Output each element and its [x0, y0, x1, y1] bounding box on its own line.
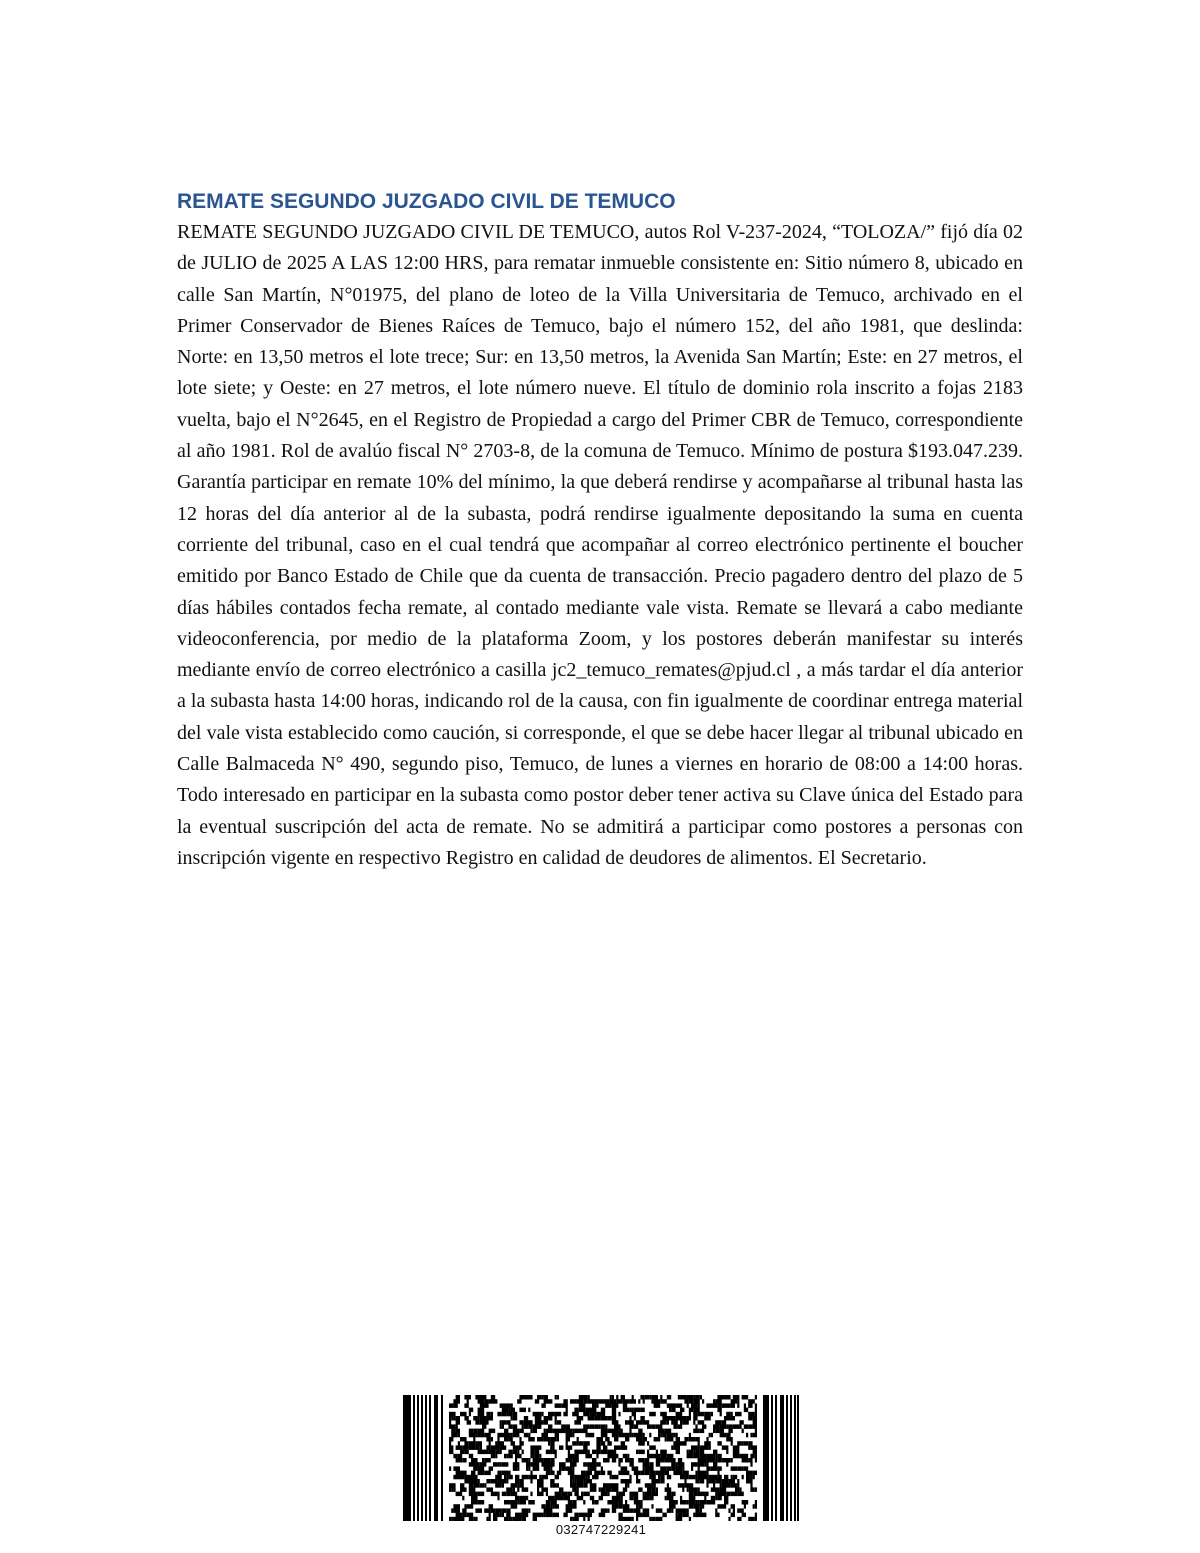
barcode: [403, 1395, 799, 1543]
document-body: REMATE SEGUNDO JUZGADO CIVIL DE TEMUCO, autos Rol V-237-2024, “TOLOZA/” fijó día 02 de JULIO de 2025 A LAS 12:00 HRS, para rematar inmueble consistente en: Sitio número 8, ubicado en calle San Martín, N°01975, del plano de loteo de la Villa Universitaria de Temuco, archivado en el Primer Conservador de Bienes Raíces de Temuco, bajo el número 152, del año 1981, que deslinda: Norte: en 13,50 metros el lote trece; Sur: en 13,50 metros, la Avenida San Martín; Este: en 27 metros, el lote siete; y Oeste: en 27 metros, el lote número nueve. El título de dominio rola inscrito a fojas 2183 vuelta, bajo el N°2645, en el Registro de Propiedad a cargo del Primer CBR de Temuco, correspondiente al año 1981. Rol de avalúo fiscal N° 2703-8, de la comuna de Temuco. Mínimo de postura $193.047.239. Garantía participar en remate 10% del mínimo, la que deberá rendirse y acompañarse al tribunal hasta las 12 horas del día anterior al de la subasta, podrá rendirse igualmente depositando la suma en cuenta corriente del tribunal, caso en el cual tendrá que acompañar al correo electrónico pertinente el boucher emitido por Banco Estado de Chile que da cuenta de transacción. Precio pagadero dentro del plazo de 5 días hábiles contados fecha remate, al contado mediante vale vista. Remate se llevará a cabo mediante videoconferencia, por medio de la plataforma Zoom, y los postores deberán manifestar su interés mediante envío de correo electrónico a casilla jc2_temuco_remates@pjud.cl , a más tardar el día anterior a la subasta hasta 14:00 horas, indicando rol de la causa, con fin igualmente de coordinar entrega material del vale vista establecido como caución, si corresponde, el que se debe hacer llegar al tribunal ubicado en Calle Balmaceda N° 490, segundo piso, Temuco, de lunes a viernes en horario de 08:00 a 14:00 horas. Todo interesado en participar en la subasta como postor deber tener activa su Clave única del Estado para la eventual suscripción del acta de remate. No se admitirá a participar como postores a personas con inscripción vigente en respectivo Registro en calidad de deudores de alimentos. El Secretario.: [177, 221, 1023, 869]
barcode-number: 032747229241: [555, 1522, 647, 1537]
barcode-image: [403, 1395, 799, 1521]
document-title: REMATE SEGUNDO JUZGADO CIVIL DE TEMUCO: [177, 190, 676, 213]
